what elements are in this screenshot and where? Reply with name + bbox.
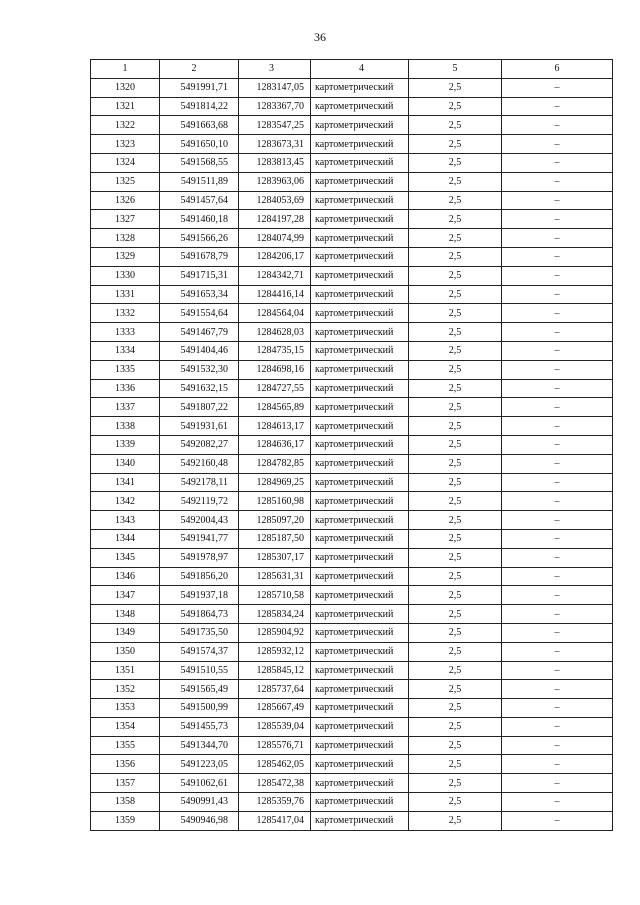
description-cell: –: [502, 285, 613, 304]
method-cell: картометрический: [311, 774, 409, 793]
accuracy-cell: 2,5: [409, 605, 502, 624]
x-coordinate-cell: 5491467,79: [160, 323, 239, 342]
accuracy-cell: 2,5: [409, 793, 502, 812]
table-row: [91, 661, 613, 680]
accuracy-cell: 2,5: [409, 567, 502, 586]
point-number-cell: 1352: [91, 680, 160, 699]
description-cell: –: [502, 473, 613, 492]
method-cell: картометрический: [311, 285, 409, 304]
y-coordinate-cell: 1285187,50: [239, 529, 311, 548]
point-number-cell: 1338: [91, 417, 160, 436]
table-row: [91, 360, 613, 379]
method-cell: картометрический: [311, 680, 409, 699]
description-cell: –: [502, 811, 613, 830]
method-cell: картометрический: [311, 191, 409, 210]
page-number: 36: [314, 30, 326, 44]
accuracy-cell: 2,5: [409, 247, 502, 266]
point-number-cell: 1347: [91, 586, 160, 605]
y-coordinate-cell: 1284698,16: [239, 360, 311, 379]
point-number-cell: 1343: [91, 511, 160, 530]
y-coordinate-cell: 1284636,17: [239, 435, 311, 454]
table-header: [91, 60, 613, 79]
table-row: [91, 717, 613, 736]
accuracy-cell: 2,5: [409, 191, 502, 210]
point-number-cell: 1326: [91, 191, 160, 210]
method-cell: картометрический: [311, 116, 409, 135]
table-row: [91, 153, 613, 172]
x-coordinate-cell: 5490946,98: [160, 811, 239, 830]
x-coordinate-cell: 5491978,97: [160, 548, 239, 567]
point-number-cell: 1339: [91, 435, 160, 454]
header-row: [91, 60, 613, 79]
table-row: [91, 511, 613, 530]
y-coordinate-cell: 1285845,12: [239, 661, 311, 680]
description-cell: –: [502, 323, 613, 342]
y-coordinate-cell: 1284727,55: [239, 379, 311, 398]
table-row: [91, 473, 613, 492]
table-row: [91, 736, 613, 755]
method-cell: картометрический: [311, 153, 409, 172]
accuracy-cell: 2,5: [409, 210, 502, 229]
accuracy-cell: 2,5: [409, 755, 502, 774]
x-coordinate-cell: 5491653,34: [160, 285, 239, 304]
method-cell: картометрический: [311, 360, 409, 379]
x-coordinate-cell: 5491568,55: [160, 153, 239, 172]
y-coordinate-cell: 1284565,89: [239, 398, 311, 417]
method-cell: картометрический: [311, 623, 409, 642]
x-coordinate-cell: 5491062,61: [160, 774, 239, 793]
accuracy-cell: 2,5: [409, 360, 502, 379]
description-cell: –: [502, 172, 613, 191]
x-coordinate-cell: 5491663,68: [160, 116, 239, 135]
accuracy-cell: 2,5: [409, 266, 502, 285]
point-number-cell: 1342: [91, 492, 160, 511]
method-cell: картометрический: [311, 736, 409, 755]
description-cell: –: [502, 116, 613, 135]
description-cell: –: [502, 341, 613, 360]
table-row: [91, 97, 613, 116]
table-row: [91, 699, 613, 718]
point-number-cell: 1336: [91, 379, 160, 398]
x-coordinate-cell: 5491941,77: [160, 529, 239, 548]
table-row: [91, 266, 613, 285]
table-row: [91, 229, 613, 248]
point-number-cell: 1320: [91, 78, 160, 97]
table-row: [91, 304, 613, 323]
x-coordinate-cell: 5491632,15: [160, 379, 239, 398]
point-number-cell: 1357: [91, 774, 160, 793]
description-cell: –: [502, 623, 613, 642]
point-number-cell: 1329: [91, 247, 160, 266]
x-coordinate-cell: 5492082,27: [160, 435, 239, 454]
x-coordinate-cell: 5491814,22: [160, 97, 239, 116]
y-coordinate-cell: 1285904,92: [239, 623, 311, 642]
point-number-cell: 1330: [91, 266, 160, 285]
x-coordinate-cell: 5491511,89: [160, 172, 239, 191]
description-cell: –: [502, 755, 613, 774]
method-cell: картометрический: [311, 341, 409, 360]
method-cell: картометрический: [311, 323, 409, 342]
description-cell: –: [502, 529, 613, 548]
table-row: [91, 586, 613, 605]
point-number-cell: 1321: [91, 97, 160, 116]
method-cell: картометрический: [311, 492, 409, 511]
y-coordinate-cell: 1284342,71: [239, 266, 311, 285]
method-cell: картометрический: [311, 793, 409, 812]
x-coordinate-cell: 5491807,22: [160, 398, 239, 417]
table-row: [91, 247, 613, 266]
accuracy-cell: 2,5: [409, 304, 502, 323]
accuracy-cell: 2,5: [409, 135, 502, 154]
table-row: [91, 605, 613, 624]
x-coordinate-cell: 5492004,43: [160, 511, 239, 530]
accuracy-cell: 2,5: [409, 699, 502, 718]
point-number-cell: 1331: [91, 285, 160, 304]
point-number-cell: 1359: [91, 811, 160, 830]
accuracy-cell: 2,5: [409, 529, 502, 548]
table-row: [91, 285, 613, 304]
method-cell: картометрический: [311, 511, 409, 530]
y-coordinate-cell: 1285576,71: [239, 736, 311, 755]
accuracy-cell: 2,5: [409, 454, 502, 473]
point-number-cell: 1325: [91, 172, 160, 191]
description-cell: –: [502, 135, 613, 154]
y-coordinate-cell: 1284628,03: [239, 323, 311, 342]
method-cell: картометрический: [311, 699, 409, 718]
table-row: [91, 172, 613, 191]
point-number-cell: 1354: [91, 717, 160, 736]
x-coordinate-cell: 5491510,55: [160, 661, 239, 680]
y-coordinate-cell: 1284074,99: [239, 229, 311, 248]
accuracy-cell: 2,5: [409, 97, 502, 116]
x-coordinate-cell: 5491991,71: [160, 78, 239, 97]
table-row: [91, 529, 613, 548]
y-coordinate-cell: 1285472,38: [239, 774, 311, 793]
y-coordinate-cell: 1284564,04: [239, 304, 311, 323]
table-row: [91, 191, 613, 210]
point-number-cell: 1323: [91, 135, 160, 154]
x-coordinate-cell: 5491223,05: [160, 755, 239, 774]
y-coordinate-cell: 1283147,05: [239, 78, 311, 97]
description-cell: –: [502, 398, 613, 417]
description-cell: –: [502, 379, 613, 398]
y-coordinate-cell: 1285932,12: [239, 642, 311, 661]
method-cell: картометрический: [311, 642, 409, 661]
x-coordinate-cell: 5491554,64: [160, 304, 239, 323]
table-row: [91, 116, 613, 135]
table-row: [91, 774, 613, 793]
table-row: [91, 755, 613, 774]
table-row: [91, 454, 613, 473]
x-coordinate-cell: 5491460,18: [160, 210, 239, 229]
description-cell: –: [502, 548, 613, 567]
point-number-cell: 1327: [91, 210, 160, 229]
method-cell: картометрический: [311, 586, 409, 605]
table-row: [91, 567, 613, 586]
x-coordinate-cell: 5491937,18: [160, 586, 239, 605]
point-number-cell: 1351: [91, 661, 160, 680]
accuracy-cell: 2,5: [409, 511, 502, 530]
method-cell: картометрический: [311, 172, 409, 191]
table-row: [91, 135, 613, 154]
y-coordinate-cell: 1285417,04: [239, 811, 311, 830]
accuracy-cell: 2,5: [409, 398, 502, 417]
accuracy-cell: 2,5: [409, 323, 502, 342]
x-coordinate-cell: 5491650,10: [160, 135, 239, 154]
accuracy-cell: 2,5: [409, 623, 502, 642]
method-cell: картометрический: [311, 567, 409, 586]
description-cell: –: [502, 680, 613, 699]
point-number-cell: 1346: [91, 567, 160, 586]
accuracy-cell: 2,5: [409, 229, 502, 248]
description-cell: –: [502, 78, 613, 97]
accuracy-cell: 2,5: [409, 548, 502, 567]
description-cell: –: [502, 492, 613, 511]
description-cell: –: [502, 229, 613, 248]
accuracy-cell: 2,5: [409, 492, 502, 511]
y-coordinate-cell: 1284197,28: [239, 210, 311, 229]
method-cell: картометрический: [311, 454, 409, 473]
description-cell: –: [502, 567, 613, 586]
column-header-3: 3: [239, 60, 311, 79]
table-row: [91, 435, 613, 454]
point-number-cell: 1355: [91, 736, 160, 755]
description-cell: –: [502, 642, 613, 661]
y-coordinate-cell: 1285631,31: [239, 567, 311, 586]
point-number-cell: 1334: [91, 341, 160, 360]
point-number-cell: 1358: [91, 793, 160, 812]
y-coordinate-cell: 1285160,98: [239, 492, 311, 511]
x-coordinate-cell: 5490991,43: [160, 793, 239, 812]
y-coordinate-cell: 1283367,70: [239, 97, 311, 116]
accuracy-cell: 2,5: [409, 379, 502, 398]
x-coordinate-cell: 5491404,46: [160, 341, 239, 360]
column-header-4: 4: [311, 60, 409, 79]
x-coordinate-cell: 5491574,37: [160, 642, 239, 661]
accuracy-cell: 2,5: [409, 417, 502, 436]
point-number-cell: 1345: [91, 548, 160, 567]
x-coordinate-cell: 5491457,64: [160, 191, 239, 210]
accuracy-cell: 2,5: [409, 285, 502, 304]
point-number-cell: 1350: [91, 642, 160, 661]
point-number-cell: 1344: [91, 529, 160, 548]
y-coordinate-cell: 1283813,45: [239, 153, 311, 172]
point-number-cell: 1337: [91, 398, 160, 417]
x-coordinate-cell: 5491455,73: [160, 717, 239, 736]
description-cell: –: [502, 699, 613, 718]
method-cell: картометрический: [311, 210, 409, 229]
accuracy-cell: 2,5: [409, 717, 502, 736]
description-cell: –: [502, 304, 613, 323]
point-number-cell: 1341: [91, 473, 160, 492]
description-cell: –: [502, 605, 613, 624]
accuracy-cell: 2,5: [409, 341, 502, 360]
accuracy-cell: 2,5: [409, 78, 502, 97]
x-coordinate-cell: 5491715,31: [160, 266, 239, 285]
x-coordinate-cell: 5491344,70: [160, 736, 239, 755]
method-cell: картометрический: [311, 717, 409, 736]
description-cell: –: [502, 247, 613, 266]
point-number-cell: 1349: [91, 623, 160, 642]
description-cell: –: [502, 454, 613, 473]
description-cell: –: [502, 417, 613, 436]
method-cell: картометрический: [311, 605, 409, 624]
table-body: [91, 78, 613, 830]
table-row: [91, 210, 613, 229]
y-coordinate-cell: 1285097,20: [239, 511, 311, 530]
description-cell: –: [502, 97, 613, 116]
y-coordinate-cell: 1284053,69: [239, 191, 311, 210]
point-number-cell: 1353: [91, 699, 160, 718]
table-row: [91, 623, 613, 642]
column-header-5: 5: [409, 60, 502, 79]
column-header-6: 6: [502, 60, 613, 79]
x-coordinate-cell: 5491565,49: [160, 680, 239, 699]
y-coordinate-cell: 1284782,85: [239, 454, 311, 473]
method-cell: картометрический: [311, 417, 409, 436]
table-row: [91, 341, 613, 360]
x-coordinate-cell: 5491566,26: [160, 229, 239, 248]
accuracy-cell: 2,5: [409, 811, 502, 830]
table-row: [91, 379, 613, 398]
y-coordinate-cell: 1285359,76: [239, 793, 311, 812]
description-cell: –: [502, 717, 613, 736]
method-cell: картометрический: [311, 473, 409, 492]
x-coordinate-cell: 5491735,50: [160, 623, 239, 642]
accuracy-cell: 2,5: [409, 642, 502, 661]
y-coordinate-cell: 1283963,06: [239, 172, 311, 191]
description-cell: –: [502, 191, 613, 210]
point-number-cell: 1332: [91, 304, 160, 323]
point-number-cell: 1340: [91, 454, 160, 473]
point-number-cell: 1333: [91, 323, 160, 342]
point-number-cell: 1348: [91, 605, 160, 624]
method-cell: картометрический: [311, 304, 409, 323]
method-cell: картометрический: [311, 661, 409, 680]
description-cell: –: [502, 435, 613, 454]
y-coordinate-cell: 1285834,24: [239, 605, 311, 624]
method-cell: картометрический: [311, 398, 409, 417]
method-cell: картометрический: [311, 229, 409, 248]
column-header-1: 1: [91, 60, 160, 79]
method-cell: картометрический: [311, 266, 409, 285]
y-coordinate-cell: 1285539,04: [239, 717, 311, 736]
y-coordinate-cell: 1284416,14: [239, 285, 311, 304]
method-cell: картометрический: [311, 755, 409, 774]
x-coordinate-cell: 5491500,99: [160, 699, 239, 718]
method-cell: картометрический: [311, 247, 409, 266]
y-coordinate-cell: 1285307,17: [239, 548, 311, 567]
accuracy-cell: 2,5: [409, 661, 502, 680]
description-cell: –: [502, 793, 613, 812]
method-cell: картометрический: [311, 135, 409, 154]
accuracy-cell: 2,5: [409, 774, 502, 793]
accuracy-cell: 2,5: [409, 435, 502, 454]
table-row: [91, 417, 613, 436]
point-number-cell: 1335: [91, 360, 160, 379]
method-cell: картометрический: [311, 97, 409, 116]
description-cell: –: [502, 586, 613, 605]
method-cell: картометрический: [311, 548, 409, 567]
y-coordinate-cell: 1283673,31: [239, 135, 311, 154]
table-row: [91, 642, 613, 661]
table-row: [91, 398, 613, 417]
x-coordinate-cell: 5491532,30: [160, 360, 239, 379]
point-number-cell: 1328: [91, 229, 160, 248]
table-row: [91, 680, 613, 699]
accuracy-cell: 2,5: [409, 153, 502, 172]
table-row: [91, 548, 613, 567]
y-coordinate-cell: 1285462,05: [239, 755, 311, 774]
table-row: [91, 492, 613, 511]
point-number-cell: 1324: [91, 153, 160, 172]
y-coordinate-cell: 1284613,17: [239, 417, 311, 436]
table-row: [91, 323, 613, 342]
table-row: [91, 793, 613, 812]
x-coordinate-cell: 5491931,61: [160, 417, 239, 436]
table-row: [91, 811, 613, 830]
point-number-cell: 1322: [91, 116, 160, 135]
accuracy-cell: 2,5: [409, 116, 502, 135]
x-coordinate-cell: 5492178,11: [160, 473, 239, 492]
accuracy-cell: 2,5: [409, 736, 502, 755]
accuracy-cell: 2,5: [409, 473, 502, 492]
point-number-cell: 1356: [91, 755, 160, 774]
coordinates-table: [90, 59, 613, 831]
description-cell: –: [502, 774, 613, 793]
description-cell: –: [502, 153, 613, 172]
method-cell: картометрический: [311, 435, 409, 454]
description-cell: –: [502, 511, 613, 530]
description-cell: –: [502, 210, 613, 229]
x-coordinate-cell: 5492160,48: [160, 454, 239, 473]
description-cell: –: [502, 661, 613, 680]
y-coordinate-cell: 1284735,15: [239, 341, 311, 360]
description-cell: –: [502, 266, 613, 285]
method-cell: картометрический: [311, 379, 409, 398]
y-coordinate-cell: 1284969,25: [239, 473, 311, 492]
table-row: [91, 78, 613, 97]
method-cell: картометрический: [311, 529, 409, 548]
accuracy-cell: 2,5: [409, 586, 502, 605]
x-coordinate-cell: 5491856,20: [160, 567, 239, 586]
y-coordinate-cell: 1285667,49: [239, 699, 311, 718]
x-coordinate-cell: 5491678,79: [160, 247, 239, 266]
x-coordinate-cell: 5491864,73: [160, 605, 239, 624]
accuracy-cell: 2,5: [409, 680, 502, 699]
method-cell: картометрический: [311, 78, 409, 97]
y-coordinate-cell: 1285710,58: [239, 586, 311, 605]
description-cell: –: [502, 736, 613, 755]
y-coordinate-cell: 1285737,64: [239, 680, 311, 699]
x-coordinate-cell: 5492119,72: [160, 492, 239, 511]
y-coordinate-cell: 1284206,17: [239, 247, 311, 266]
method-cell: картометрический: [311, 811, 409, 830]
accuracy-cell: 2,5: [409, 172, 502, 191]
column-header-2: 2: [160, 60, 239, 79]
description-cell: –: [502, 360, 613, 379]
y-coordinate-cell: 1283547,25: [239, 116, 311, 135]
